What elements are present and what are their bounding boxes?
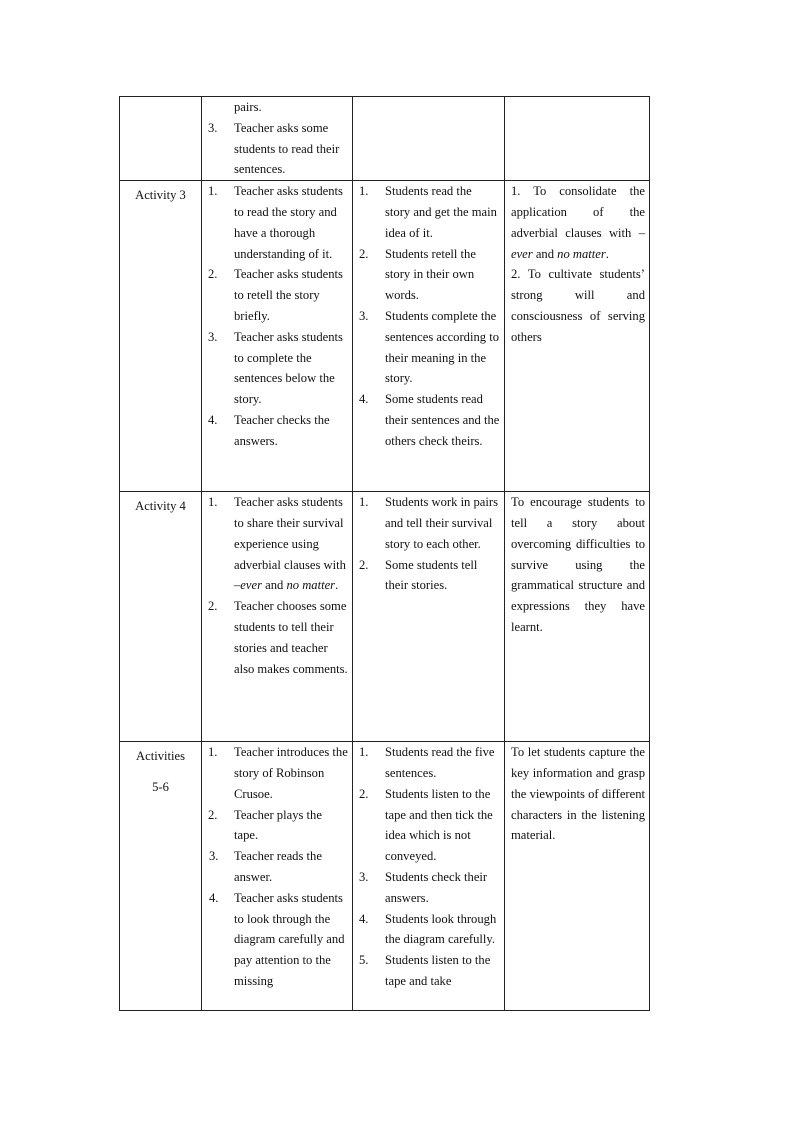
step-number: 1. — [359, 184, 369, 199]
student-activity-cell — [353, 742, 505, 1011]
step-number: 4. — [209, 890, 219, 905]
list-item — [202, 492, 348, 596]
aims-cell — [505, 181, 650, 492]
aim-text — [511, 181, 645, 264]
list-item — [353, 950, 500, 992]
activity-label: Activities — [136, 749, 185, 764]
aim-emphasis: no matter — [557, 246, 606, 261]
step-number: 3. — [359, 308, 369, 323]
activity-label-range: 5-6 — [152, 779, 169, 794]
step-text: Some students read their sentences and the others check theirs. — [385, 392, 500, 448]
aim-text-part: 1. To consolidate the application of the adverbial clauses with — [511, 184, 645, 240]
list-item — [353, 867, 500, 909]
list-item — [353, 555, 500, 597]
list-item — [202, 97, 348, 118]
step-text: Students listen to the tape and take — [385, 953, 491, 988]
step-text: Teacher asks students to share their survival experience using adverbial clauses with — [234, 495, 346, 572]
step-number: 2. — [208, 267, 218, 282]
list-item — [202, 118, 348, 180]
step-number: 2. — [359, 557, 369, 572]
list-item — [202, 410, 348, 452]
aims-cell — [505, 492, 650, 742]
step-text: Teacher asks students to read the story and have a thorough understanding of it. — [234, 184, 343, 261]
student-activity-cell — [353, 181, 505, 492]
step-text: Teacher asks students to complete the sentences below the story. — [234, 329, 343, 407]
step-text: Teacher asks some students to read their sentences. — [234, 120, 340, 177]
step-number: 1. — [359, 495, 369, 510]
teacher-activity-cell — [202, 492, 353, 742]
table-row — [120, 492, 650, 742]
aims-cell — [505, 97, 650, 181]
list-item — [353, 909, 500, 951]
activity-label-cell — [120, 742, 202, 1011]
list-item — [202, 846, 348, 888]
step-text: Students read the five sentences. — [385, 745, 495, 780]
list-item — [353, 244, 500, 306]
step-text: Some students tell their stories. — [385, 557, 478, 593]
lesson-plan-table — [119, 96, 650, 1011]
list-item — [202, 805, 348, 847]
aim-text: To let students capture the key information and grasp the viewpoints of different characters in the listening material. — [511, 745, 645, 843]
step-text: and — [261, 578, 287, 593]
aim-text: To encourage students to tell a story about overcoming difficulties to survive using the grammatical structure and expressions they have learnt. — [511, 495, 645, 634]
activity-label-cell — [120, 492, 202, 742]
list-item — [202, 742, 348, 804]
list-item — [202, 596, 348, 679]
step-text: Teacher checks the answers. — [234, 412, 330, 448]
student-activity-cell — [353, 492, 505, 742]
aim-text-part: 2. To cultivate students’ strong will and consciousness of serving others — [511, 267, 645, 344]
step-number: 1. — [208, 184, 218, 199]
list-item — [202, 327, 348, 410]
step-number: 3. — [208, 329, 218, 344]
list-item — [353, 389, 500, 451]
activity-label-cell — [120, 97, 202, 181]
step-text: Students read the story and get the main idea of it. — [385, 184, 497, 240]
step-number: 4. — [208, 412, 218, 427]
list-item — [202, 888, 348, 992]
activity-label: Activity 4 — [135, 499, 186, 514]
list-item — [353, 181, 500, 243]
step-number: 1. — [208, 745, 218, 760]
step-number: 2. — [208, 599, 218, 614]
step-text: pairs. — [234, 100, 262, 114]
step-text: Teacher introduces the story of Robinson Crusoe. — [234, 745, 348, 801]
aim-emphasis: –ever — [511, 225, 645, 261]
aim-text-part: . — [605, 246, 609, 261]
step-text: Students check their answers. — [385, 869, 488, 905]
step-text: Teacher reads the answer. — [234, 849, 322, 884]
step-text: Students listen to the tape and then tick the idea which is not conveyed. — [385, 786, 493, 864]
step-number: 3. — [208, 120, 218, 135]
student-activity-cell — [353, 97, 505, 181]
step-text: Students look through the diagram carefully. — [385, 911, 497, 947]
aim-text — [511, 264, 645, 347]
list-item — [202, 264, 348, 326]
step-text: Teacher chooses some students to tell their stories and teacher also makes comments. — [234, 599, 348, 676]
aims-cell — [505, 742, 650, 1011]
table-row — [120, 742, 650, 1011]
teacher-activity-cell — [202, 181, 353, 492]
table-row — [120, 97, 650, 181]
step-emphasis: no matter — [286, 578, 336, 593]
step-emphasis: –ever — [234, 578, 262, 593]
step-text: Teacher plays the tape. — [234, 807, 322, 843]
step-text: Teacher asks students to look through the diagram carefully and pay attention to the missing — [234, 890, 345, 988]
step-number: 5. — [359, 953, 369, 968]
step-number: 3. — [359, 869, 369, 884]
teacher-activity-cell — [202, 742, 353, 1011]
step-number: 1. — [359, 745, 369, 760]
list-item — [353, 784, 500, 867]
list-item — [353, 742, 500, 784]
step-number: 1. — [208, 495, 218, 510]
step-text: Students work in pairs and tell their survival story to each other. — [385, 495, 498, 551]
step-text: Students complete the sentences according to their meaning in the story. — [385, 308, 499, 386]
aim-text-part: and — [532, 246, 558, 261]
step-text: Teacher asks students to retell the story briefly. — [234, 267, 343, 323]
step-text: Students retell the story in their own words. — [385, 246, 476, 303]
list-item — [202, 181, 348, 264]
teacher-activity-cell — [202, 97, 353, 181]
step-number: 2. — [208, 807, 218, 822]
step-number: 4. — [359, 911, 369, 926]
step-number: 4. — [359, 392, 369, 407]
list-item — [353, 492, 500, 554]
step-number: 2. — [359, 246, 369, 261]
list-item — [353, 306, 500, 389]
step-number: 2. — [359, 786, 369, 801]
activity-label-cell — [120, 181, 202, 492]
step-text: . — [335, 578, 339, 593]
table-row — [120, 181, 650, 492]
activity-label: Activity 3 — [135, 188, 186, 203]
step-number: 3. — [209, 849, 219, 864]
